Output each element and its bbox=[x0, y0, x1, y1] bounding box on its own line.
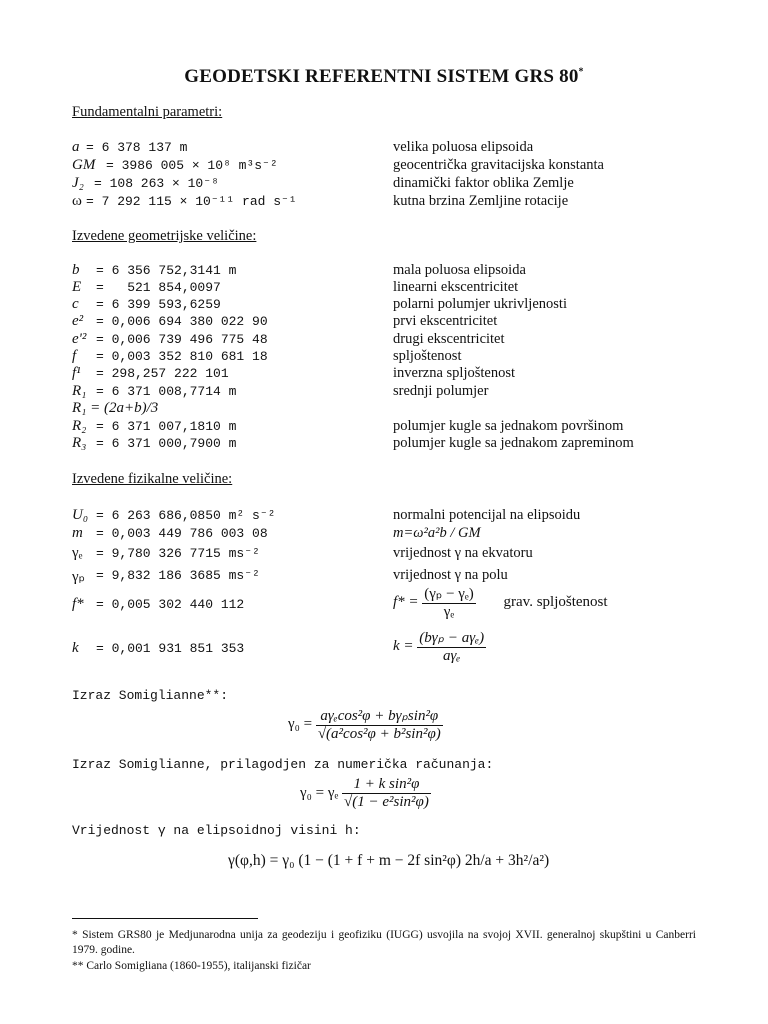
param-symbol: R₃ bbox=[72, 435, 87, 451]
title-footnote-mark: * bbox=[578, 66, 584, 78]
param-row bbox=[72, 348, 712, 366]
param-row bbox=[72, 507, 712, 525]
somigliana-lhs: γ₀ = bbox=[288, 715, 313, 732]
param-row bbox=[72, 418, 712, 436]
param-description: geocentrička gravitacijska konstanta bbox=[393, 157, 604, 173]
param-description: spljoštenost bbox=[393, 348, 462, 364]
somigliana-numerator: aγₑcos²φ + bγₚsin²φ bbox=[316, 706, 443, 726]
param-value: = 6 263 686,0850 m² s⁻² bbox=[96, 508, 276, 523]
param-symbol: E bbox=[72, 279, 82, 295]
param-value: = 0,003 352 810 681 18 bbox=[96, 349, 268, 364]
param-row bbox=[72, 567, 712, 585]
somigliana-adapted-lhs: γ₀ = γₑ bbox=[300, 784, 339, 801]
somigliana-adapted-fraction bbox=[342, 776, 431, 811]
footnote-2: ** Carlo Somigliana (1860-1955), italijanski fizičar bbox=[72, 960, 311, 972]
param-row bbox=[72, 139, 712, 157]
param-value: = 6 371 008,7714 m bbox=[96, 384, 237, 399]
param-value: = 0,003 449 786 003 08 bbox=[96, 526, 268, 541]
somigliana-adapted-label: Izraz Somiglianne, prilagodjen za numerička računanja: bbox=[72, 757, 494, 772]
param-description: prvi ekscentricitet bbox=[393, 313, 498, 329]
param-value: = 6 371 007,1810 m bbox=[96, 419, 237, 434]
param-description: m=ω²a²b / GM bbox=[393, 525, 481, 541]
param-description: vrijednost γ na polu bbox=[393, 567, 508, 583]
param-symbol: e² bbox=[72, 313, 84, 329]
somigliana-formula bbox=[288, 706, 443, 743]
param-description: normalni potencijal na elipsoidu bbox=[393, 507, 581, 523]
param-value: = 6 371 000,7900 m bbox=[96, 436, 237, 451]
param-description: linearni ekscentricitet bbox=[393, 279, 519, 295]
param-symbol: R₁ bbox=[72, 383, 87, 399]
fstar-numerator: (γₚ − γₑ) bbox=[424, 586, 474, 602]
param-description: velika poluosa elipsoida bbox=[393, 139, 534, 155]
k-fraction bbox=[417, 628, 486, 665]
param-row bbox=[72, 175, 712, 193]
param-description: drugi ekscentricitet bbox=[393, 331, 505, 347]
fstar-fraction bbox=[422, 584, 475, 621]
somigliana-adapted-denominator: √(1 − e²sin²φ) bbox=[344, 794, 429, 810]
param-value: = 9,832 186 3685 ms⁻² bbox=[96, 568, 260, 583]
somigliana-adapted-formula bbox=[300, 776, 431, 811]
param-description: polarni polumjer ukrivljenosti bbox=[393, 296, 567, 312]
somigliana-fraction bbox=[316, 706, 443, 743]
param-row bbox=[72, 279, 712, 297]
page-title bbox=[0, 66, 768, 88]
fstar-denominator: γₑ bbox=[443, 604, 455, 620]
param-row bbox=[72, 525, 712, 543]
r1-formula-row bbox=[72, 400, 712, 418]
param-symbol: c bbox=[72, 296, 79, 312]
param-symbol: e'² bbox=[72, 331, 87, 347]
param-symbol: f* bbox=[72, 596, 84, 612]
param-row bbox=[72, 545, 712, 563]
param-value: = 6 378 137 m bbox=[86, 140, 188, 155]
param-symbol: b bbox=[72, 262, 80, 278]
param-row bbox=[72, 296, 712, 314]
param-symbol: f bbox=[72, 348, 77, 364]
param-value: = 9,780 326 7715 ms⁻² bbox=[96, 546, 260, 561]
k-formula bbox=[393, 628, 486, 665]
param-row bbox=[72, 193, 712, 211]
param-symbol: ω bbox=[72, 193, 82, 209]
param-description: mala poluosa elipsoida bbox=[393, 262, 526, 278]
param-description: inverzna spljoštenost bbox=[393, 365, 516, 381]
section-heading-geometric: Izvedene geometrijske veličine: bbox=[72, 228, 257, 244]
param-row bbox=[72, 331, 712, 349]
height-formula: γ(φ,h) = γ₀ (1 − (1 + f + m − 2f sin²φ) 2h/a + 3h²/a²) bbox=[228, 852, 550, 869]
param-value: = 7 292 115 × 10⁻¹¹ rad s⁻¹ bbox=[86, 194, 297, 209]
param-symbol: f¹ bbox=[72, 365, 81, 381]
param-row bbox=[72, 383, 712, 401]
param-value: = 521 854,0097 bbox=[96, 280, 221, 295]
param-value: = 0,001 931 851 353 bbox=[96, 641, 245, 656]
param-symbol: γₑ bbox=[72, 545, 83, 561]
param-description: polumjer kugle sa jednakom zapreminom bbox=[393, 435, 634, 451]
fstar-lhs: f* = bbox=[393, 593, 419, 610]
k-lhs: k = bbox=[393, 637, 414, 654]
param-symbol: a bbox=[72, 139, 80, 155]
param-value: = 298,257 222 101 bbox=[96, 366, 229, 381]
param-symbol: γₚ bbox=[72, 569, 86, 585]
somigliana-label: Izraz Somiglianne**: bbox=[72, 688, 229, 703]
param-symbol: U₀ bbox=[72, 507, 89, 523]
param-symbol: GM bbox=[72, 157, 96, 173]
param-symbol: J₂ bbox=[72, 175, 84, 191]
section-heading-fundamental: Fundamentalni parametri: bbox=[72, 104, 223, 120]
param-description: vrijednost γ na ekvatoru bbox=[393, 545, 533, 561]
r1-formula: R₁ = (2a+b)/3 bbox=[72, 400, 159, 416]
param-value: = 3986 005 × 10⁸ m³s⁻² bbox=[106, 158, 278, 173]
param-description: polumjer kugle sa jednakom površinom bbox=[393, 418, 624, 434]
fstar-note: grav. spljoštenost bbox=[503, 593, 608, 610]
param-description: srednji polumjer bbox=[393, 383, 489, 399]
fstar-formula bbox=[393, 584, 608, 621]
height-label: Vrijednost γ na elipsoidnoj visini h: bbox=[72, 823, 361, 838]
param-value: = 108 263 × 10⁻⁸ bbox=[94, 176, 219, 191]
footnote-divider bbox=[72, 918, 258, 919]
param-value: = 6 356 752,3141 m bbox=[96, 263, 237, 278]
param-row bbox=[72, 313, 712, 331]
param-symbol: k bbox=[72, 640, 79, 656]
param-symbol: m bbox=[72, 525, 83, 541]
param-row bbox=[72, 365, 712, 383]
param-symbol: R₂ bbox=[72, 418, 87, 434]
param-value: = 0,005 302 440 112 bbox=[96, 597, 245, 612]
param-row bbox=[72, 435, 712, 453]
title-text: GEODETSKI REFERENTNI SISTEM GRS 80 bbox=[184, 66, 579, 87]
param-description: kutna brzina Zemljine rotacije bbox=[393, 193, 569, 209]
param-value: = 0,006 739 496 775 48 bbox=[96, 332, 268, 347]
somigliana-adapted-numerator: 1 + k sin²φ bbox=[342, 776, 431, 794]
param-row bbox=[72, 262, 712, 280]
k-denominator: aγₑ bbox=[443, 648, 461, 664]
param-value: = 0,006 694 380 022 90 bbox=[96, 314, 268, 329]
param-row bbox=[72, 157, 712, 175]
param-description: dinamički faktor oblika Zemlje bbox=[393, 175, 574, 191]
somigliana-denominator: √(a²cos²φ + b²sin²φ) bbox=[317, 726, 441, 742]
param-value: = 6 399 593,6259 bbox=[96, 297, 221, 312]
k-numerator: (bγₚ − aγₑ) bbox=[419, 630, 485, 646]
section-heading-physical: Izvedene fizikalne veličine: bbox=[72, 471, 233, 487]
footnote-1: * Sistem GRS80 je Medjunarodna unija za geodeziju i geofiziku (IUGG) usvojila na svojoj XVII. generalnoj skupštini u Canberri 1979. godine. bbox=[72, 929, 696, 956]
